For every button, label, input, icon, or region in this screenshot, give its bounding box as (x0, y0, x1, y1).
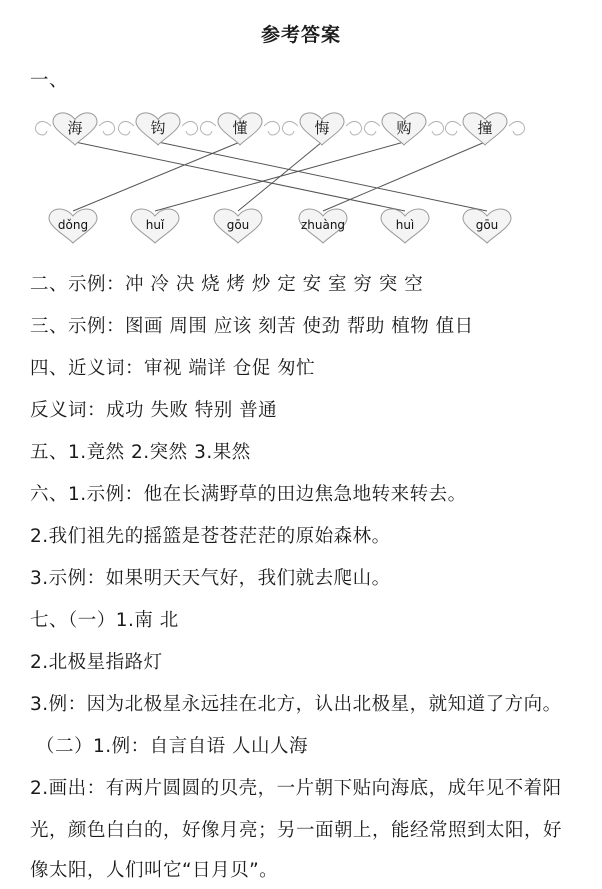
hanzi-char: 钩 (150, 119, 166, 137)
pinyin-heart (49, 209, 97, 243)
hanzi-char: 懂 (232, 119, 248, 137)
match-line-6 (323, 142, 485, 211)
pinyin-label: gōu (475, 218, 499, 232)
answer-6-2: 2.我们祖先的摇篮是苍苍茫茫的原始森林。 (30, 526, 391, 547)
pinyin-label: gōu (226, 218, 250, 232)
answer-4-antonyms: 反义词：成功 失败 特别 普通 (30, 400, 278, 421)
page-title: 参考答案 (260, 24, 341, 46)
answer-7-2-2-line2: 光，颜色白白的，好像月亮；另一面朝上，能经常照到太阳，好 (30, 820, 563, 841)
pinyin-label: huǐ (145, 218, 165, 232)
answer-6-1: 六、1.示例：他在长满野草的田边焦急地转来转去。 (30, 484, 467, 505)
character-hearts (35, 113, 524, 145)
pinyin-label: dǒng (57, 218, 89, 232)
hanzi-char: 撞 (477, 119, 493, 137)
hanzi-char: 海 (67, 119, 83, 137)
answer-5: 五、1.竟然 2.突然 3.果然 (30, 442, 251, 463)
matching-exercise (30, 100, 590, 260)
pinyin-heart (131, 209, 179, 243)
pinyin-heart (214, 209, 262, 243)
pinyin-heart (463, 209, 511, 243)
answer-7-1-3: 3.例：因为北极星永远挂在北方，认出北极星，就知道了方向。 (30, 694, 562, 715)
pinyin-heart (381, 209, 429, 243)
answer-7-2-1: （二）1.例：自言自语 人山人海 (36, 736, 309, 757)
character-heart (118, 113, 197, 145)
answer-7-2-2-line3: 像太阳，人们叫它“日月贝”。 (30, 860, 279, 881)
character-heart (445, 113, 524, 145)
answer-4-synonyms: 四、近义词：审视 端详 仓促 匆忙 (30, 358, 316, 379)
match-line-1 (75, 142, 405, 211)
answer-6-3: 3.示例：如果明天天气好，我们就去爬山。 (30, 568, 391, 589)
hanzi-char: 购 (396, 119, 412, 137)
answer-2: 二、示例：冲 冷 决 烧 烤 炒 定 安 室 穷 突 空 (30, 274, 424, 295)
answer-3: 三、示例：图画 周围 应该 刻苦 使劲 帮助 植物 值日 (30, 316, 474, 337)
answer-7-1-1: 七、（一）1.南 北 (30, 610, 179, 631)
match-line-2 (158, 142, 487, 211)
pinyin-hearts (49, 209, 511, 243)
section-1-label: 一、 (30, 70, 69, 91)
matching-diagram (30, 100, 590, 260)
character-heart (282, 113, 361, 145)
match-line-3 (73, 142, 240, 211)
hanzi-char: 悔 (314, 119, 330, 137)
answer-7-1-2: 2.北极星指路灯 (30, 652, 163, 673)
pinyin-label: zhuàng (300, 218, 346, 232)
pinyin-label: huì (395, 218, 415, 232)
matching-lines (73, 142, 487, 211)
match-line-5 (155, 142, 404, 211)
character-heart (364, 113, 443, 145)
character-heart (200, 113, 279, 145)
answer-7-2-2-line1: 2.画出：有两片圆圆的贝壳，一片朝下贴向海底，成年见不着阳 (30, 778, 562, 799)
character-heart (35, 113, 114, 145)
pinyin-heart (299, 209, 347, 243)
